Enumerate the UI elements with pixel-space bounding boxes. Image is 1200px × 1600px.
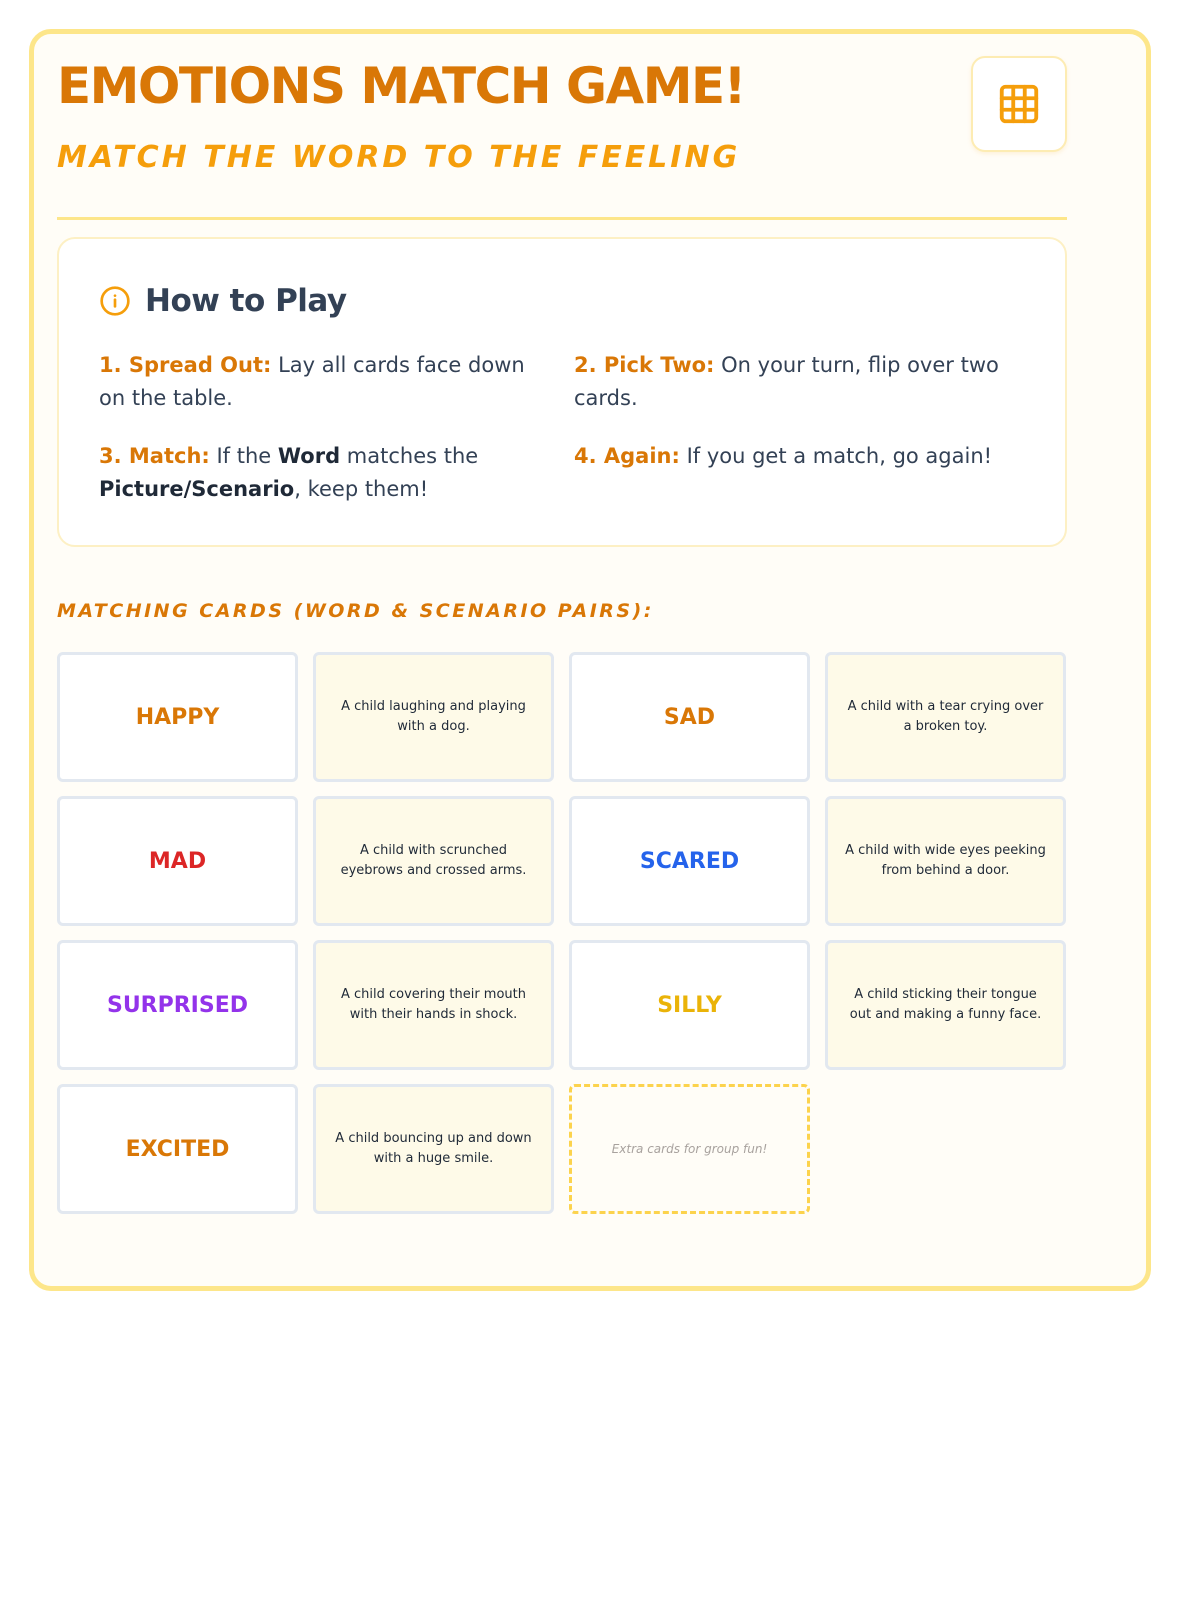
rule-text: matches the	[340, 444, 479, 468]
how-to-play-heading	[99, 279, 347, 323]
card-scenario-sad[interactable]	[825, 652, 1066, 782]
extra-card-text: Extra cards for group fun!	[611, 1142, 768, 1156]
word-label: EXCITED	[125, 1136, 230, 1162]
card-word-silly[interactable]	[569, 940, 810, 1070]
word-label: MAD	[148, 848, 207, 874]
rule-text: If the	[209, 444, 278, 468]
section-label: MATCHING CARDS (WORD & SCENARIO PAIRS):	[57, 600, 654, 622]
how-to-play-title: How to Play	[145, 283, 347, 319]
card-scenario-excited[interactable]	[313, 1084, 554, 1214]
rule-match	[99, 440, 549, 506]
rule-number: 1. Spread Out:	[99, 353, 272, 377]
scenario-text: A child sticking their tongue out and making a funny face.	[849, 987, 1042, 1022]
rule-text: On your turn, flip over two cards.	[574, 353, 999, 410]
card-word-scared[interactable]	[569, 796, 810, 926]
rule-number: 3. Match:	[99, 444, 210, 468]
scenario-text: A child with a tear crying over a broken toy.	[847, 699, 1044, 734]
card-word-happy[interactable]	[57, 652, 298, 782]
scenario-text: A child with wide eyes peeking from behind a door.	[845, 843, 1046, 878]
page-subtitle: MATCH THE WORD TO THE FEELING	[57, 140, 741, 175]
card-scenario-surprised[interactable]	[313, 940, 554, 1070]
rule-text: , keep them!	[294, 477, 429, 501]
how-to-play-panel	[57, 237, 1067, 547]
card-scenario-scared[interactable]	[825, 796, 1066, 926]
rule-number: 2. Pick Two:	[574, 353, 715, 377]
page-title: EMOTIONS MATCH GAME!	[57, 57, 745, 115]
grid-icon	[996, 81, 1042, 127]
scenario-text: A child bouncing up and down with a huge smile.	[335, 1131, 532, 1166]
rule-emphasis: Picture/Scenario	[99, 477, 295, 501]
word-label: SILLY	[657, 992, 722, 1018]
scenario-text: A child with scrunched eyebrows and crossed arms.	[340, 843, 527, 878]
scenario-text: A child laughing and playing with a dog.	[341, 699, 526, 734]
rule-emphasis: Word	[277, 444, 341, 468]
card-word-surprised[interactable]	[57, 940, 298, 1070]
card-scenario-happy[interactable]	[313, 652, 554, 782]
rule-pick-two	[574, 349, 1024, 415]
card-scenario-silly[interactable]	[825, 940, 1066, 1070]
rule-text: Lay all cards face down on the table.	[99, 353, 525, 410]
word-label: SURPRISED	[106, 992, 249, 1018]
rule-again	[574, 440, 1024, 473]
grid-view-button[interactable]	[971, 56, 1067, 152]
rule-text: If you get a match, go again!	[679, 444, 993, 468]
card-scenario-mad[interactable]	[313, 796, 554, 926]
word-label: SAD	[663, 704, 716, 730]
info-icon	[99, 285, 131, 317]
rule-spread-out	[99, 349, 549, 415]
word-label: SCARED	[639, 848, 740, 874]
card-extra-placeholder[interactable]	[569, 1084, 810, 1214]
rule-number: 4. Again:	[574, 444, 680, 468]
card-word-mad[interactable]	[57, 796, 298, 926]
word-label: HAPPY	[135, 704, 220, 730]
card-word-excited[interactable]	[57, 1084, 298, 1214]
card-word-sad[interactable]	[569, 652, 810, 782]
header	[57, 50, 1067, 220]
scenario-text: A child covering their mouth with their hands in shock.	[340, 987, 526, 1022]
